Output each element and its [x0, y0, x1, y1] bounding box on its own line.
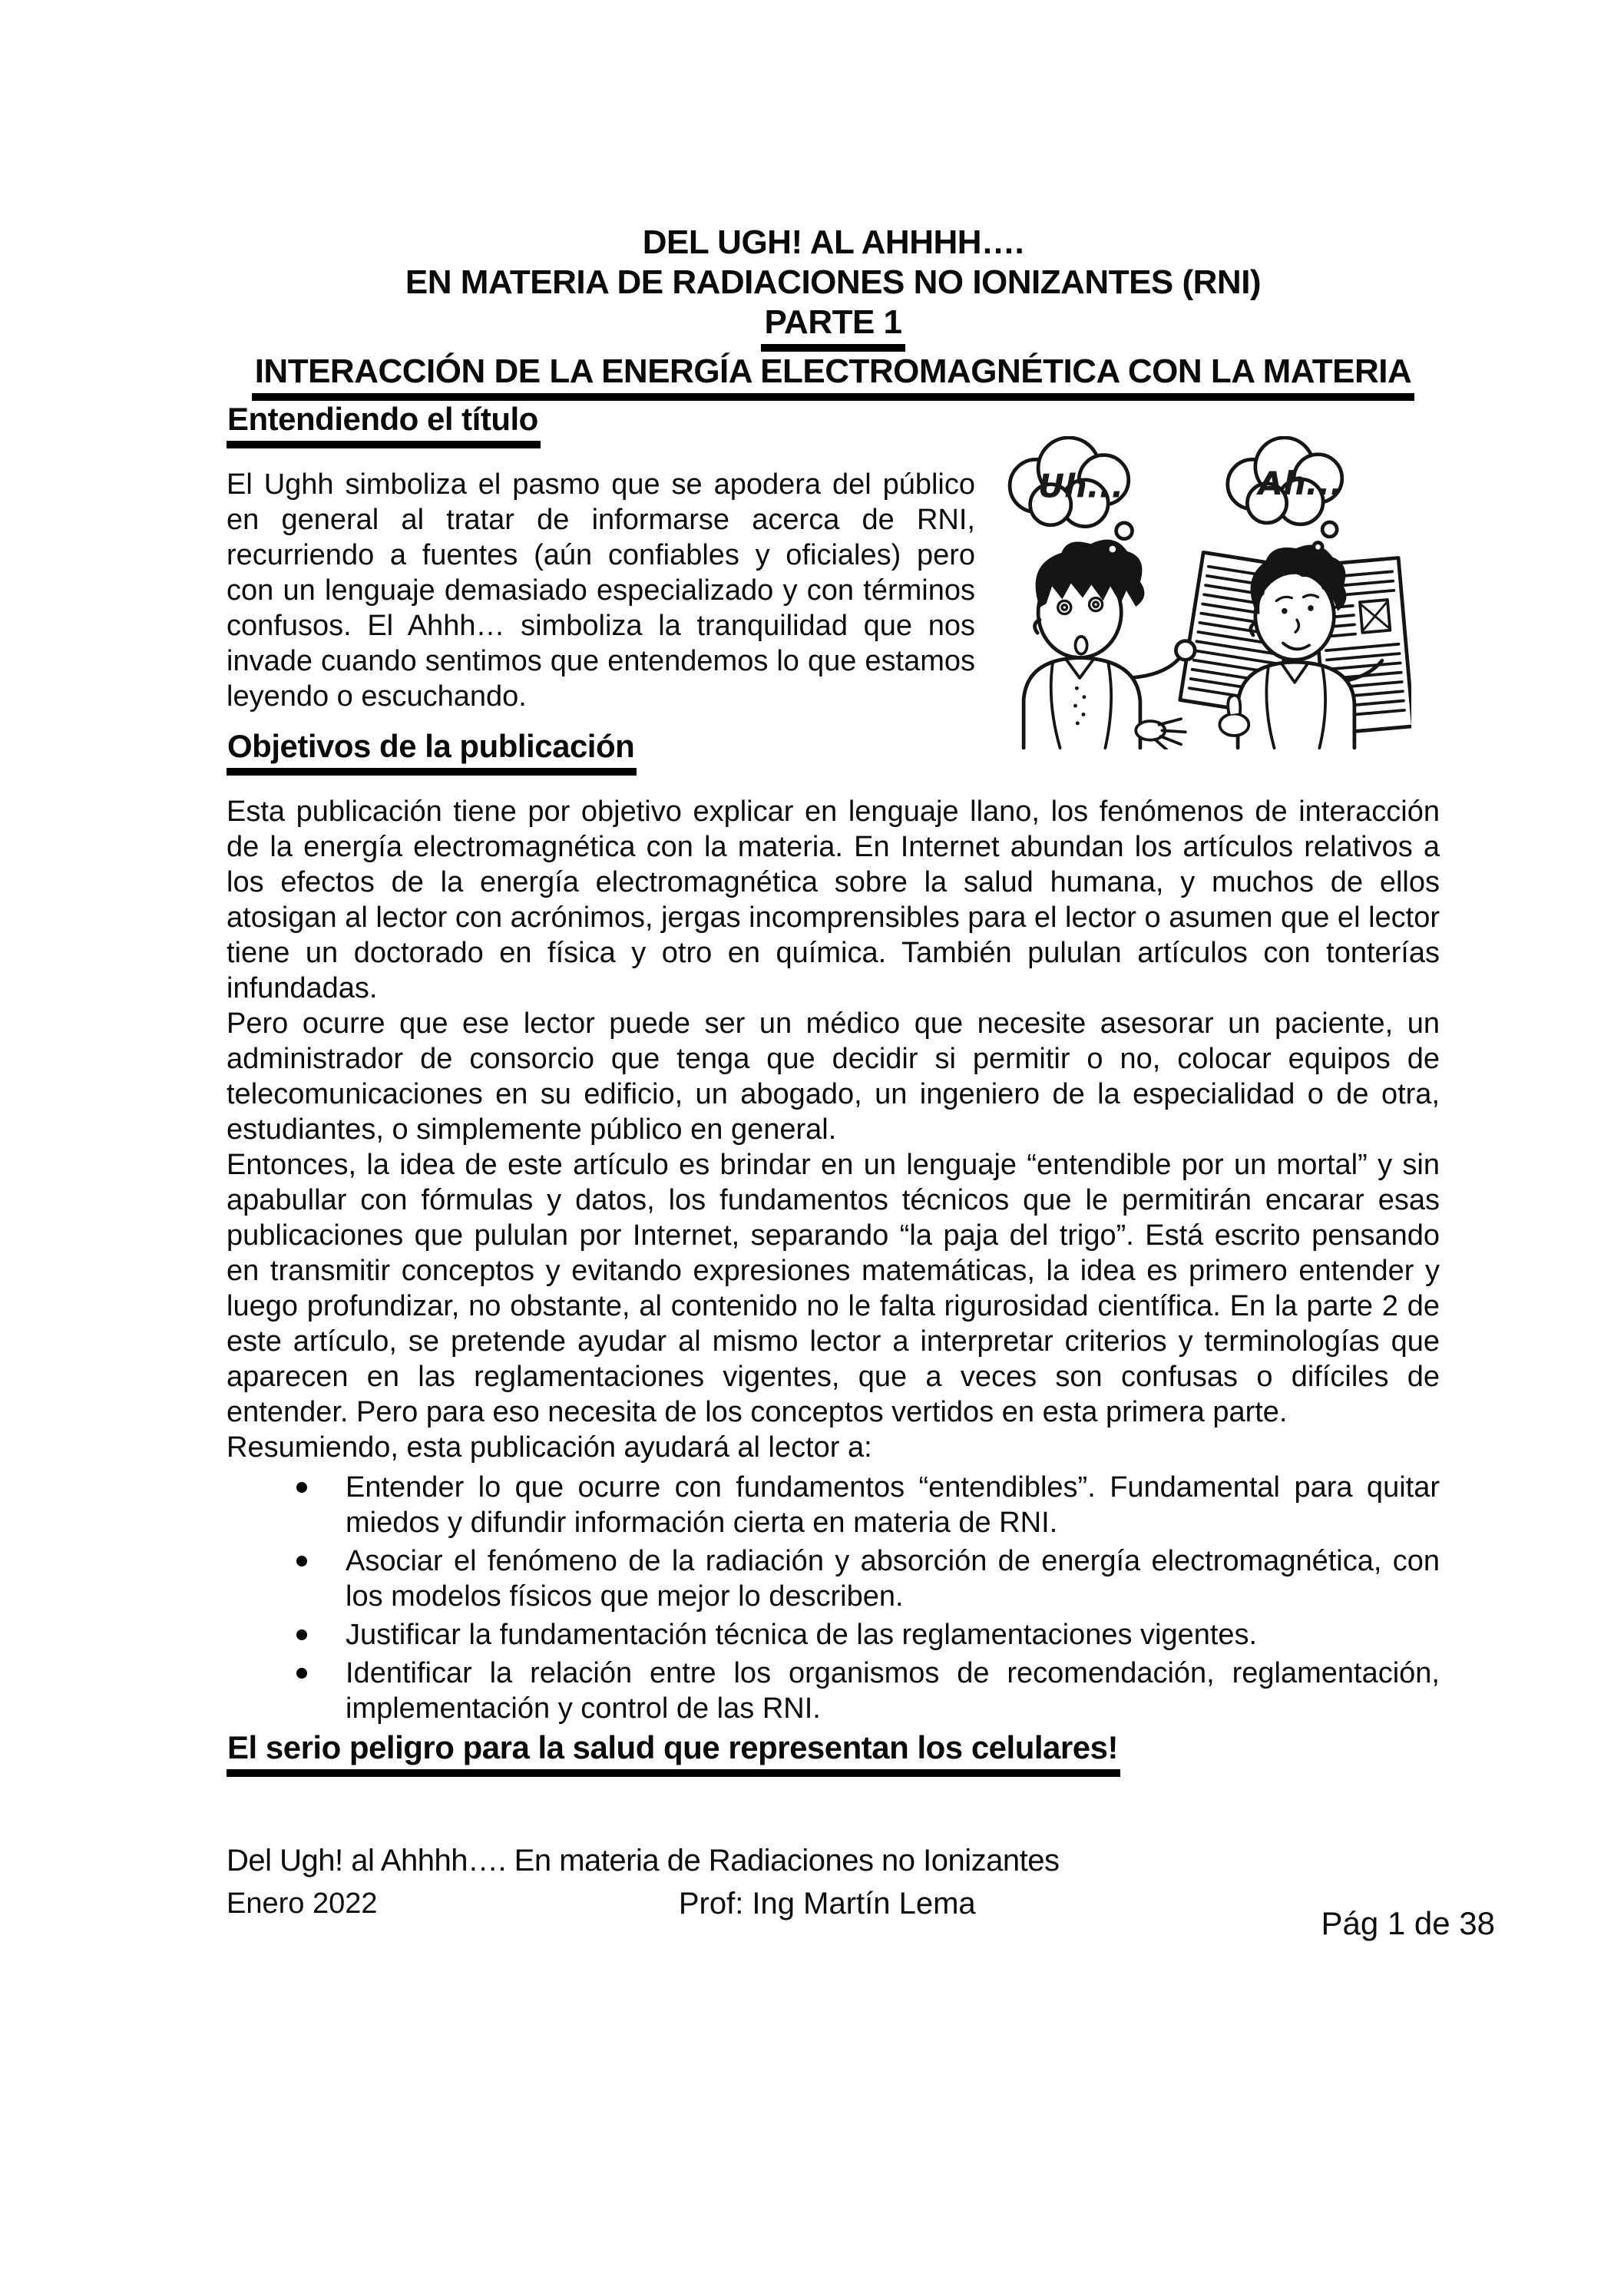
thought-bubble-uh-text: Uh... — [1038, 467, 1124, 505]
bullet-item-2: Asociar el fenómeno de la radiación y absorción de energía electromagnética, con los modelos físicos que mejor lo describen. — [346, 1545, 1440, 1613]
paragraph-objetivos-2: Pero ocurre que ese lector puede ser un médico que necesite asesorar un paciente, un administrador de consorcio que tenga que decidir si permitir o no, colocar equipos de telecomunicaciones en su edificio, un abogado, un ingeniero de la especialidad o de otra, estudiantes, o simplemente público en general. — [227, 1007, 1440, 1146]
title-line-1: DEL UGH! AL AHHHH…. — [642, 223, 1024, 261]
page-footer — [227, 1842, 1495, 1941]
objetivos-paragraphs — [227, 794, 1440, 1465]
readers-cartoon-figure — [981, 436, 1411, 728]
title-line-3 — [227, 303, 1440, 352]
section-heading-objetivos: Objetivos de la publicación — [227, 728, 1440, 776]
bullet-item-1: Entender lo que ocurre con fundamentos “entendibles”. Fundamental para quitar miedos y difundir información cierta en materia de RNI. — [346, 1471, 1440, 1539]
thought-bubble-ah-text: Ah... — [1258, 464, 1343, 502]
footer-title: Del Ugh! al Ahhhh…. En materia de Radiaciones no Ionizantes — [227, 1844, 1060, 1877]
entendiendo-row — [227, 464, 1440, 728]
splayed-hand — [1136, 719, 1186, 749]
objetivos-bullet-list — [227, 1470, 1440, 1726]
paragraph-objetivos-3: Entonces, la idea de este artículo es brindar en un lenguaje “entendible por un mortal” y sin apabullar con fórmulas y datos, los fundamentos técnicos que le permitirán encarar esas publicaciones que pululan por Internet, separando “la paja del trigo”. Está escrito pensando en transmitir conceptos y evitando expresiones matemáticas, la idea es primero entender y luego profundizar, no obstante, al contenido no le falta rigurosidad científica. En la parte 2 de este artículo, se pretende ayudar al mismo lector a interpretar criterios y terminologías que aparecen en las reglamentaciones vigentes, que a veces son confusas o difíciles de entender. Pero para eso necesita de los conceptos vertidos en esta primera parte. — [227, 1149, 1440, 1428]
title-parte-1: PARTE 1 — [761, 303, 905, 352]
footer-author: Prof: Ing Martín Lema — [678, 1887, 976, 1921]
bullet-item-3: Justificar la fundamentación técnica de las reglamentaciones vigentes. — [346, 1617, 1440, 1653]
title-line-4 — [227, 352, 1440, 401]
paragraph-entendiendo: El Ughh simboliza el pasmo que se apodera del público en general al tratar de informarse acerca de RNI, recurriendo a fuentes (aún confiables y oficiales) pero con un lenguaje demasiado especializado y con términos confusos. El Ahhh… simboliza la tranquilidad que nos invade cuando sentimos que entendemos lo que estamos leyendo o escuchando. — [227, 468, 975, 713]
title-interaccion: INTERACCIÓN DE LA ENERGÍA ELECTROMAGNÉTICA CON LA MATERIA — [252, 352, 1415, 401]
paragraph-objetivos-4: Resumiendo, esta publicación ayudará al lector a: — [227, 1431, 872, 1464]
footer-meta-row — [227, 1885, 1495, 1941]
bullet-item-4: Identificar la relación entre los organismos de recomendación, reglamentación, implementación y control de las RNI. — [346, 1657, 1440, 1725]
readers-cartoon-illustration — [981, 436, 1411, 749]
footer-date: Enero 2022 — [227, 1887, 378, 1920]
footer-page-number: Pág 1 de 38 — [1321, 1905, 1495, 1941]
paragraph-objetivos-1: Esta publicación tiene por objetivo explicar en lenguaje llano, los fenómenos de interacción de la energía electromagnética con la materia. En Internet abundan los artículos relativos a los efectos de la energía electromagnética sobre la salud humana, y muchos de ellos atosigan al lector con acrónimos, jergas incomprensibles para el lector o asumen que el lector tiene un doctorado en física y otro en química. También pululan artículos con tonterías infundadas. — [227, 796, 1440, 1004]
title-line-2: EN MATERIA DE RADIACIONES NO IONIZANTES (RNI) — [405, 263, 1262, 301]
section-heading-entendiendo: Entendiendo el título — [227, 401, 1440, 448]
document-title — [227, 223, 1440, 401]
section-heading-peligro: El serio peligro para la salud que representan los celulares! — [227, 1729, 1440, 1777]
